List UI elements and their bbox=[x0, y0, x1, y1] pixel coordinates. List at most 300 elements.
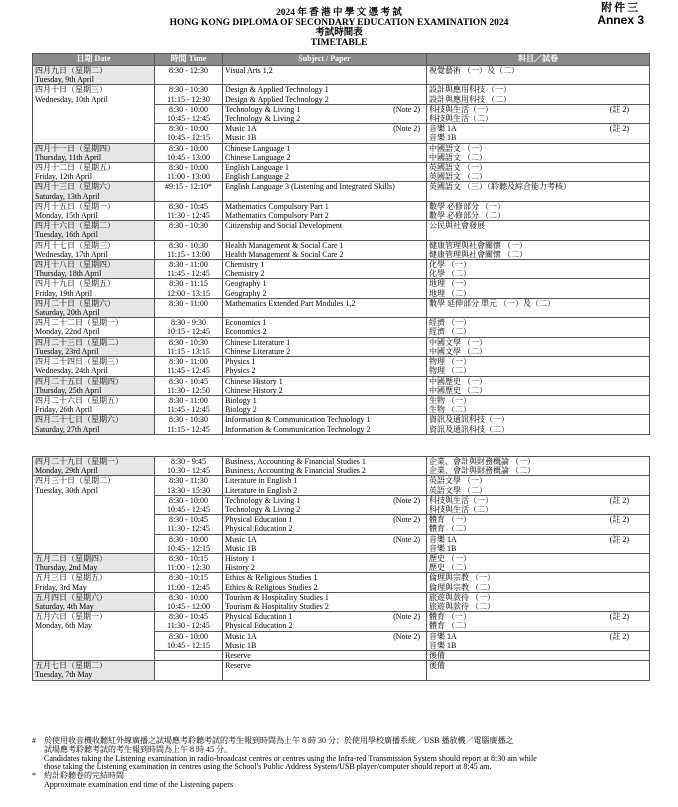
subject-text: Physical Education 2 bbox=[225, 524, 293, 534]
date-text: 五月三日（星期五） bbox=[35, 573, 107, 583]
date-text: Monday, 15th April bbox=[35, 211, 98, 221]
time-cell bbox=[155, 298, 223, 317]
subject-zh-cell bbox=[427, 163, 650, 182]
subject-zh-cell bbox=[427, 124, 650, 143]
footnote-text bbox=[44, 772, 652, 790]
footnote-line: Candidates taking the Listening examination in radio-broadcast centres or centres using the Infra-red Transmission System should report at 8:30 am while bbox=[44, 753, 537, 763]
time-text: 8:30 - 10:15 bbox=[168, 573, 209, 583]
subject-cell bbox=[223, 357, 427, 376]
subject-zh-text: 歷史 （一） bbox=[429, 554, 471, 564]
subject-zh-text: 設計與應用科技 （二） bbox=[429, 94, 511, 104]
subject-zh-text: 音樂 1B bbox=[429, 640, 457, 650]
subject-text: English Language 3 (Listening and Integrated Skills) bbox=[225, 182, 395, 192]
subject-zh-text: 生物 （一） bbox=[429, 395, 471, 405]
subject-text: History 2 bbox=[225, 563, 255, 573]
date-text: 四月十二日（星期五） bbox=[35, 163, 115, 173]
date-text: 五月七日（星期二） bbox=[35, 661, 107, 671]
time-text: 10:15 - 12:45 bbox=[166, 327, 211, 337]
footnote-line: those taking the Listening examination in centres using the School's Public Address System/USB player/computer should report at 8:45 am. bbox=[44, 762, 492, 772]
subject-zh-text: 公民與社會發展 bbox=[429, 221, 485, 231]
subject-cell bbox=[223, 143, 427, 162]
subject-cell bbox=[223, 66, 427, 85]
subject-zh-note: (註 2) bbox=[609, 124, 629, 134]
time-text: 8:30 - 10:00 bbox=[168, 592, 209, 602]
time-text: 11:15 - 12:45 bbox=[167, 424, 210, 434]
subject-zh-cell bbox=[427, 260, 650, 279]
subject-text: Literature in English 1 bbox=[225, 476, 298, 486]
subject-zh-cell bbox=[427, 495, 650, 514]
subject-zh-text: 化學 （一） bbox=[429, 260, 471, 270]
subject-zh-cell bbox=[427, 415, 650, 434]
date-cell bbox=[33, 612, 155, 661]
time-cell bbox=[155, 376, 223, 395]
subject-text: Chinese Literature 1 bbox=[225, 337, 291, 347]
time-text: 8:30 - 11:00 bbox=[169, 357, 208, 367]
time-text: 8:30 - 10:00 bbox=[168, 104, 209, 114]
date-text: Tuesday, 7th May bbox=[35, 670, 93, 680]
subject-text: Music 1A bbox=[225, 534, 257, 544]
time-text: 10:45 - 12:45 bbox=[166, 505, 211, 515]
date-text: 四月九日（星期二） bbox=[35, 66, 107, 75]
date-text: Tuesday, 23rd April bbox=[35, 346, 99, 356]
footnote-mark: * bbox=[32, 771, 36, 781]
table-row bbox=[33, 85, 650, 104]
annex-zh: 附件三 bbox=[601, 2, 641, 14]
table-row bbox=[33, 201, 650, 220]
date-text: Saturday, 20th April bbox=[35, 308, 100, 318]
subject-cell bbox=[223, 85, 427, 104]
time-text: 8:30 - 10:30 bbox=[168, 337, 209, 347]
footnote-line: 於使用收音機收聽紅外線廣播之試場應考聆聽考試的考生報到時間為上午 8 時 30 分；於使用學校廣播系統／USB 播放機／電腦廣播之 bbox=[44, 736, 514, 745]
time-cell bbox=[155, 395, 223, 414]
table-row bbox=[33, 415, 650, 434]
time-text: 8:30 - 11:00 bbox=[169, 260, 208, 270]
subject-zh-cell bbox=[427, 221, 650, 240]
subject-cell bbox=[223, 651, 427, 661]
subject-text: Physical Education 2 bbox=[225, 621, 293, 631]
subject-cell bbox=[223, 240, 427, 259]
date-text: 五月四日（星期六） bbox=[35, 592, 107, 602]
time-text: 8:30 - 10:00 bbox=[168, 534, 209, 544]
date-text: Monday, 29th April bbox=[35, 466, 98, 476]
date-text: Wednesday, 17th April bbox=[35, 249, 108, 259]
date-text: 四月二十三日（星期二） bbox=[35, 337, 123, 347]
subject-zh-text: 倫理與宗教 （二） bbox=[429, 582, 495, 592]
time-cell bbox=[155, 104, 223, 123]
time-text: 8:30 - 10:15 bbox=[168, 554, 209, 564]
time-text: 8:30 - 11:00 bbox=[169, 395, 208, 405]
subject-zh-text: 旅遊與款待 （二） bbox=[429, 602, 495, 612]
table-row bbox=[33, 554, 650, 573]
subject-text: Tourism & Hospitality Studies 2 bbox=[225, 602, 329, 612]
subject-zh-text: 資訊及通訊科技（二） bbox=[429, 424, 509, 434]
date-text: 四月二十七日（星期六） bbox=[35, 415, 123, 425]
date-cell bbox=[33, 85, 155, 143]
subject-text: Chinese Language 2 bbox=[225, 152, 291, 162]
footnote-mark: # bbox=[32, 736, 36, 745]
subject-cell bbox=[223, 573, 427, 592]
subject-zh-text: 數學 必修部分 （一） bbox=[429, 201, 505, 211]
subject-text: Chemistry 1 bbox=[225, 260, 265, 270]
subject-zh-text: 英語文學 （一） bbox=[429, 476, 487, 486]
subject-cell bbox=[223, 661, 427, 680]
time-cell bbox=[155, 163, 223, 182]
table-row bbox=[33, 357, 650, 376]
date-text: Thursday, 2nd May bbox=[35, 563, 98, 573]
time-cell bbox=[155, 515, 223, 534]
table-row bbox=[33, 240, 650, 259]
time-cell bbox=[155, 85, 223, 104]
subject-cell bbox=[223, 592, 427, 611]
subject-zh-cell bbox=[427, 337, 650, 356]
subject-text: Citizenship and Social Development bbox=[225, 221, 343, 231]
time-cell bbox=[155, 476, 223, 495]
subject-zh-text: 數學 必修部分 （二） bbox=[429, 211, 505, 221]
subject-text: Ethics & Religious Studies 1 bbox=[225, 573, 318, 583]
time-text: 8:30 - 11:30 bbox=[169, 476, 208, 486]
time-cell bbox=[155, 534, 223, 553]
subject-zh-cell bbox=[427, 240, 650, 259]
date-text: Monday, 22nd April bbox=[35, 327, 100, 337]
time-text: 11:45 - 12:45 bbox=[167, 269, 210, 279]
date-text: 四月十一日（星期四） bbox=[35, 143, 115, 153]
subject-text: Business, Accounting & Financial Studies 2 bbox=[225, 466, 366, 476]
table-row bbox=[33, 476, 650, 495]
table-row bbox=[33, 298, 650, 317]
time-text: 8:30 - 10:45 bbox=[168, 612, 209, 622]
subject-text: Physical Education 1 bbox=[225, 612, 293, 622]
annex-en: Annex 3 bbox=[597, 13, 644, 27]
subject-zh-cell bbox=[427, 318, 650, 337]
subject-zh-text: 設計與應用科技 （一） bbox=[429, 85, 511, 95]
subject-text: Business, Accounting & Financial Studies 1 bbox=[225, 457, 366, 466]
heading-title-en: HONG KONG DIPLOMA OF SECONDARY EDUCATION EXAMINATION 2024 bbox=[169, 18, 509, 28]
time-cell bbox=[155, 66, 223, 85]
date-text: Tuesday, 16th April bbox=[35, 230, 98, 240]
time-text: 11:30 - 12:50 bbox=[167, 385, 210, 395]
date-text: 四月十九日（星期五） bbox=[35, 279, 115, 289]
table-row bbox=[33, 337, 650, 356]
date-cell bbox=[33, 298, 155, 317]
subject-text: Reserve bbox=[225, 651, 251, 661]
table-row bbox=[33, 395, 650, 414]
subject-zh-note: (註 2) bbox=[609, 534, 629, 544]
subject-zh-cell bbox=[427, 661, 650, 680]
table-row bbox=[33, 457, 650, 476]
time-cell bbox=[155, 495, 223, 514]
date-text: 四月十六日（星期二） bbox=[35, 221, 115, 231]
time-cell bbox=[155, 457, 223, 476]
time-text: 12:00 - 13:15 bbox=[166, 288, 211, 298]
subject-zh-text: 視覺藝術 （一）及（二） bbox=[429, 66, 519, 75]
date-text: Tuesday, 9th April bbox=[35, 75, 94, 85]
subject-note: (Note 2) bbox=[393, 495, 420, 505]
subject-zh-cell bbox=[427, 357, 650, 376]
time-text: 10:30 - 12:45 bbox=[166, 466, 211, 476]
subject-zh-text: 資訊及通訊科技（一） bbox=[429, 415, 509, 425]
date-cell bbox=[33, 661, 155, 680]
subject-text: Music 1A bbox=[225, 631, 257, 641]
date-text: Wednesday, 10th April bbox=[35, 94, 108, 104]
date-text: Thursday, 25th April bbox=[35, 385, 102, 395]
subject-cell bbox=[223, 221, 427, 240]
subject-zh-text: 英國語文 （一） bbox=[429, 163, 487, 173]
date-cell bbox=[33, 279, 155, 298]
subject-text: Information & Communication Technology 1 bbox=[225, 415, 371, 425]
date-text: 四月十五日（星期一） bbox=[35, 201, 115, 211]
subject-note: (Note 2) bbox=[393, 534, 420, 544]
subject-zh-cell bbox=[427, 298, 650, 317]
subject-text: Chinese History 1 bbox=[225, 376, 283, 386]
subject-cell bbox=[223, 124, 427, 143]
subject-note: (Note 2) bbox=[393, 104, 420, 114]
subject-text: Information & Communication Technology 2 bbox=[225, 424, 371, 434]
subject-zh-text: 中國語文 （二） bbox=[429, 152, 487, 162]
subject-zh-text: 健康管理與社會關懷 （一） bbox=[429, 240, 527, 250]
subject-text: Economics 2 bbox=[225, 327, 267, 337]
time-text: 10:45 - 12:15 bbox=[166, 543, 211, 553]
date-text: Friday, 26th April bbox=[35, 405, 93, 415]
subject-zh-text: 倫理與宗教 （一） bbox=[429, 573, 495, 583]
subject-zh-cell bbox=[427, 534, 650, 553]
subject-text: Music 1B bbox=[225, 543, 257, 553]
heading-title-zh: 考試時間表 bbox=[315, 28, 363, 38]
date-cell bbox=[33, 143, 155, 162]
date-cell bbox=[33, 163, 155, 182]
date-text: 四月三十日（星期二） bbox=[35, 476, 115, 486]
subject-cell bbox=[223, 534, 427, 553]
subject-zh-cell bbox=[427, 612, 650, 631]
subject-note: (Note 2) bbox=[393, 612, 420, 622]
time-text: 11:00 - 12:45 bbox=[167, 582, 210, 592]
date-text: Friday, 19th April bbox=[35, 288, 93, 298]
time-cell bbox=[155, 415, 223, 434]
time-text: 10:45 - 13:00 bbox=[166, 152, 211, 162]
footnote-line: 約計聆聽卷的完結時間 bbox=[44, 771, 124, 781]
time-text: 8:30 - 9:45 bbox=[170, 457, 207, 466]
time-text: 11:30 - 12:45 bbox=[167, 524, 210, 534]
subject-text: Reserve bbox=[225, 661, 251, 671]
subject-text: Mathematics Compulsory Part 1 bbox=[225, 201, 329, 211]
date-text: 四月十日（星期三） bbox=[35, 85, 107, 95]
date-text: Monday, 6th May bbox=[35, 621, 93, 631]
date-cell bbox=[33, 395, 155, 414]
date-cell bbox=[33, 357, 155, 376]
subject-text: Technology & Living 2 bbox=[225, 505, 301, 515]
table-row bbox=[33, 182, 650, 201]
time-text: 11:45 - 12:45 bbox=[167, 366, 210, 376]
subject-zh-text: 化學 （二） bbox=[429, 269, 471, 279]
time-cell bbox=[155, 337, 223, 356]
subject-zh-text: 體育 （二） bbox=[429, 621, 471, 631]
subject-zh-note: (註 2) bbox=[609, 515, 629, 525]
subject-zh-text: 中國歷史 （二） bbox=[429, 385, 487, 395]
subject-text: Literature in English 2 bbox=[225, 485, 298, 495]
subject-text: Biology 1 bbox=[225, 395, 257, 405]
time-text: 11:15 - 13:15 bbox=[167, 346, 210, 356]
col-header-subject: Subject / Paper bbox=[223, 54, 427, 66]
time-text: 8:30 - 10:30 bbox=[168, 240, 209, 250]
timetable-part-1 bbox=[32, 53, 650, 435]
subject-zh-note: (註 2) bbox=[609, 104, 629, 114]
subject-text: History 1 bbox=[225, 554, 255, 564]
subject-text: Physics 1 bbox=[225, 357, 256, 367]
time-text: 11:00 - 12:30 bbox=[167, 563, 210, 573]
subject-cell bbox=[223, 298, 427, 317]
time-text: 10:45 - 12:45 bbox=[166, 114, 211, 124]
col-header-date: 日期 Date bbox=[33, 54, 155, 66]
subject-zh-cell bbox=[427, 651, 650, 661]
time-text: 10:45 - 12:15 bbox=[166, 133, 211, 143]
time-cell bbox=[155, 631, 223, 650]
subject-text: Technology & Living 1 bbox=[225, 495, 301, 505]
subject-zh-text: 旅遊與款待 （一） bbox=[429, 592, 495, 602]
subject-text: Chinese Language 1 bbox=[225, 143, 291, 153]
date-text: Wednesday, 24th April bbox=[35, 366, 108, 376]
subject-zh-note: (註 2) bbox=[609, 631, 629, 641]
date-text: 四月二十五日（星期四） bbox=[35, 376, 123, 386]
date-text: 五月二日（星期四） bbox=[35, 554, 107, 564]
subject-text: Music 1B bbox=[225, 133, 257, 143]
subject-cell bbox=[223, 515, 427, 534]
document-heading bbox=[0, 8, 678, 48]
footnotes bbox=[32, 737, 652, 790]
date-text: Friday, 12th April bbox=[35, 172, 93, 182]
subject-zh-text: 後備 bbox=[429, 651, 445, 661]
subject-zh-text: 英國語文 （二） bbox=[429, 172, 487, 182]
subject-zh-text: 體育 （二） bbox=[429, 524, 471, 534]
subject-text: Chinese History 2 bbox=[225, 385, 283, 395]
subject-text: Technology & Living 1 bbox=[225, 104, 301, 114]
subject-zh-text: 中國歷史 （一） bbox=[429, 376, 487, 386]
subject-zh-text: 音樂 1A bbox=[429, 534, 457, 544]
footnote bbox=[32, 737, 652, 772]
subject-zh-cell bbox=[427, 395, 650, 414]
subject-cell bbox=[223, 201, 427, 220]
date-text: 四月二十二日（星期一） bbox=[35, 318, 123, 328]
heading-year-line: 2024 年 香 港 中 學 文 憑 考 試 bbox=[276, 8, 402, 18]
subject-zh-text: 英語文學 （二） bbox=[429, 485, 487, 495]
date-text: 四月十七日（星期三） bbox=[35, 240, 115, 250]
subject-zh-text: 音樂 1A bbox=[429, 631, 457, 641]
subject-zh-cell bbox=[427, 201, 650, 220]
subject-zh-cell bbox=[427, 592, 650, 611]
subject-text: English Language 2 bbox=[225, 172, 289, 182]
time-cell bbox=[155, 143, 223, 162]
time-text: 11:30 - 12:45 bbox=[167, 621, 210, 631]
subject-cell bbox=[223, 182, 427, 201]
subject-cell bbox=[223, 279, 427, 298]
time-text: 8:30 - 10:45 bbox=[168, 515, 209, 525]
subject-text: Physical Education 1 bbox=[225, 515, 293, 525]
subject-cell bbox=[223, 554, 427, 573]
subject-zh-text: 中國語文 （一） bbox=[429, 143, 487, 153]
subject-cell bbox=[223, 476, 427, 495]
time-text: 10:45 - 12:00 bbox=[166, 602, 211, 612]
subject-zh-text: 經濟 （二） bbox=[429, 327, 471, 337]
subject-zh-text: 英國語文 （三）（聆聽及綜合能力考核） bbox=[429, 182, 571, 192]
time-cell bbox=[155, 661, 223, 680]
time-text: 11:15 - 12:30 bbox=[167, 94, 210, 104]
subject-text: Music 1B bbox=[225, 640, 257, 650]
time-cell bbox=[155, 240, 223, 259]
subject-text: Health Management & Social Care 1 bbox=[225, 240, 344, 250]
subject-zh-text: 音樂 1A bbox=[429, 124, 457, 134]
date-cell bbox=[33, 337, 155, 356]
subject-text: Technology & Living 2 bbox=[225, 114, 301, 124]
subject-text: Geography 1 bbox=[225, 279, 267, 289]
date-cell bbox=[33, 573, 155, 592]
subject-zh-text: 中國文學 （二） bbox=[429, 346, 487, 356]
time-cell bbox=[155, 318, 223, 337]
subject-text: Ethics & Religious Studies 2 bbox=[225, 582, 318, 592]
time-cell bbox=[155, 182, 223, 201]
date-cell bbox=[33, 240, 155, 259]
subject-text: Tourism & Hospitality Studies 1 bbox=[225, 592, 329, 602]
subject-text: Geography 2 bbox=[225, 288, 267, 298]
time-text: 11:15 - 13:00 bbox=[167, 249, 210, 259]
date-text: Friday, 3rd May bbox=[35, 582, 87, 592]
subject-zh-cell bbox=[427, 143, 650, 162]
subject-zh-text: 地理 （一） bbox=[429, 279, 471, 289]
table-row bbox=[33, 260, 650, 279]
subject-zh-cell bbox=[427, 279, 650, 298]
time-cell bbox=[155, 260, 223, 279]
date-cell bbox=[33, 415, 155, 434]
subject-text: Economics 1 bbox=[225, 318, 267, 328]
subject-text: Biology 2 bbox=[225, 405, 257, 415]
subject-text: Health Management & Social Care 2 bbox=[225, 249, 344, 259]
subject-zh-cell bbox=[427, 573, 650, 592]
time-text: 8:30 - 11:00 bbox=[169, 298, 208, 308]
table-row bbox=[33, 163, 650, 182]
time-text: 8:30 - 10:00 bbox=[168, 631, 209, 641]
time-text: 8:30 - 10:30 bbox=[168, 415, 209, 425]
footnote bbox=[32, 772, 652, 790]
time-text: 11:00 - 13:00 bbox=[167, 172, 210, 182]
col-header-subject-zh: 科目／試卷 bbox=[427, 54, 650, 66]
date-text: 五月六日（星期一） bbox=[35, 612, 107, 622]
subject-zh-text: 物理 （二） bbox=[429, 366, 471, 376]
time-text: 8:30 - 10:00 bbox=[168, 124, 209, 134]
subject-zh-cell bbox=[427, 554, 650, 573]
date-cell bbox=[33, 592, 155, 611]
subject-zh-text: 科技與生活（一） bbox=[429, 495, 493, 505]
date-cell bbox=[33, 66, 155, 85]
time-text: 11:45 - 12:45 bbox=[167, 405, 210, 415]
subject-zh-note: (註 2) bbox=[609, 495, 629, 505]
subject-zh-text: 歷史 （二） bbox=[429, 563, 471, 573]
subject-text: Design & Applied Technology 2 bbox=[225, 94, 329, 104]
subject-zh-cell bbox=[427, 631, 650, 650]
date-text: Saturday, 13th April bbox=[35, 191, 100, 201]
time-cell bbox=[155, 357, 223, 376]
time-text: 8:30 - 10:00 bbox=[168, 143, 209, 153]
time-text: 8:30 - 10:00 bbox=[168, 495, 209, 505]
subject-cell bbox=[223, 415, 427, 434]
time-cell bbox=[155, 592, 223, 611]
subject-zh-cell bbox=[427, 66, 650, 85]
time-text: #9:15 - 12:10* bbox=[164, 182, 213, 192]
time-text: 13:30 - 15:30 bbox=[166, 485, 211, 495]
subject-zh-text: 音樂 1B bbox=[429, 133, 457, 143]
footnote-text bbox=[44, 737, 652, 772]
subject-text: Music 1A bbox=[225, 124, 257, 134]
date-cell bbox=[33, 376, 155, 395]
subject-zh-cell bbox=[427, 476, 650, 495]
time-text: 8:30 - 10:45 bbox=[168, 201, 209, 211]
date-text: 四月二十日（星期六） bbox=[35, 298, 115, 308]
